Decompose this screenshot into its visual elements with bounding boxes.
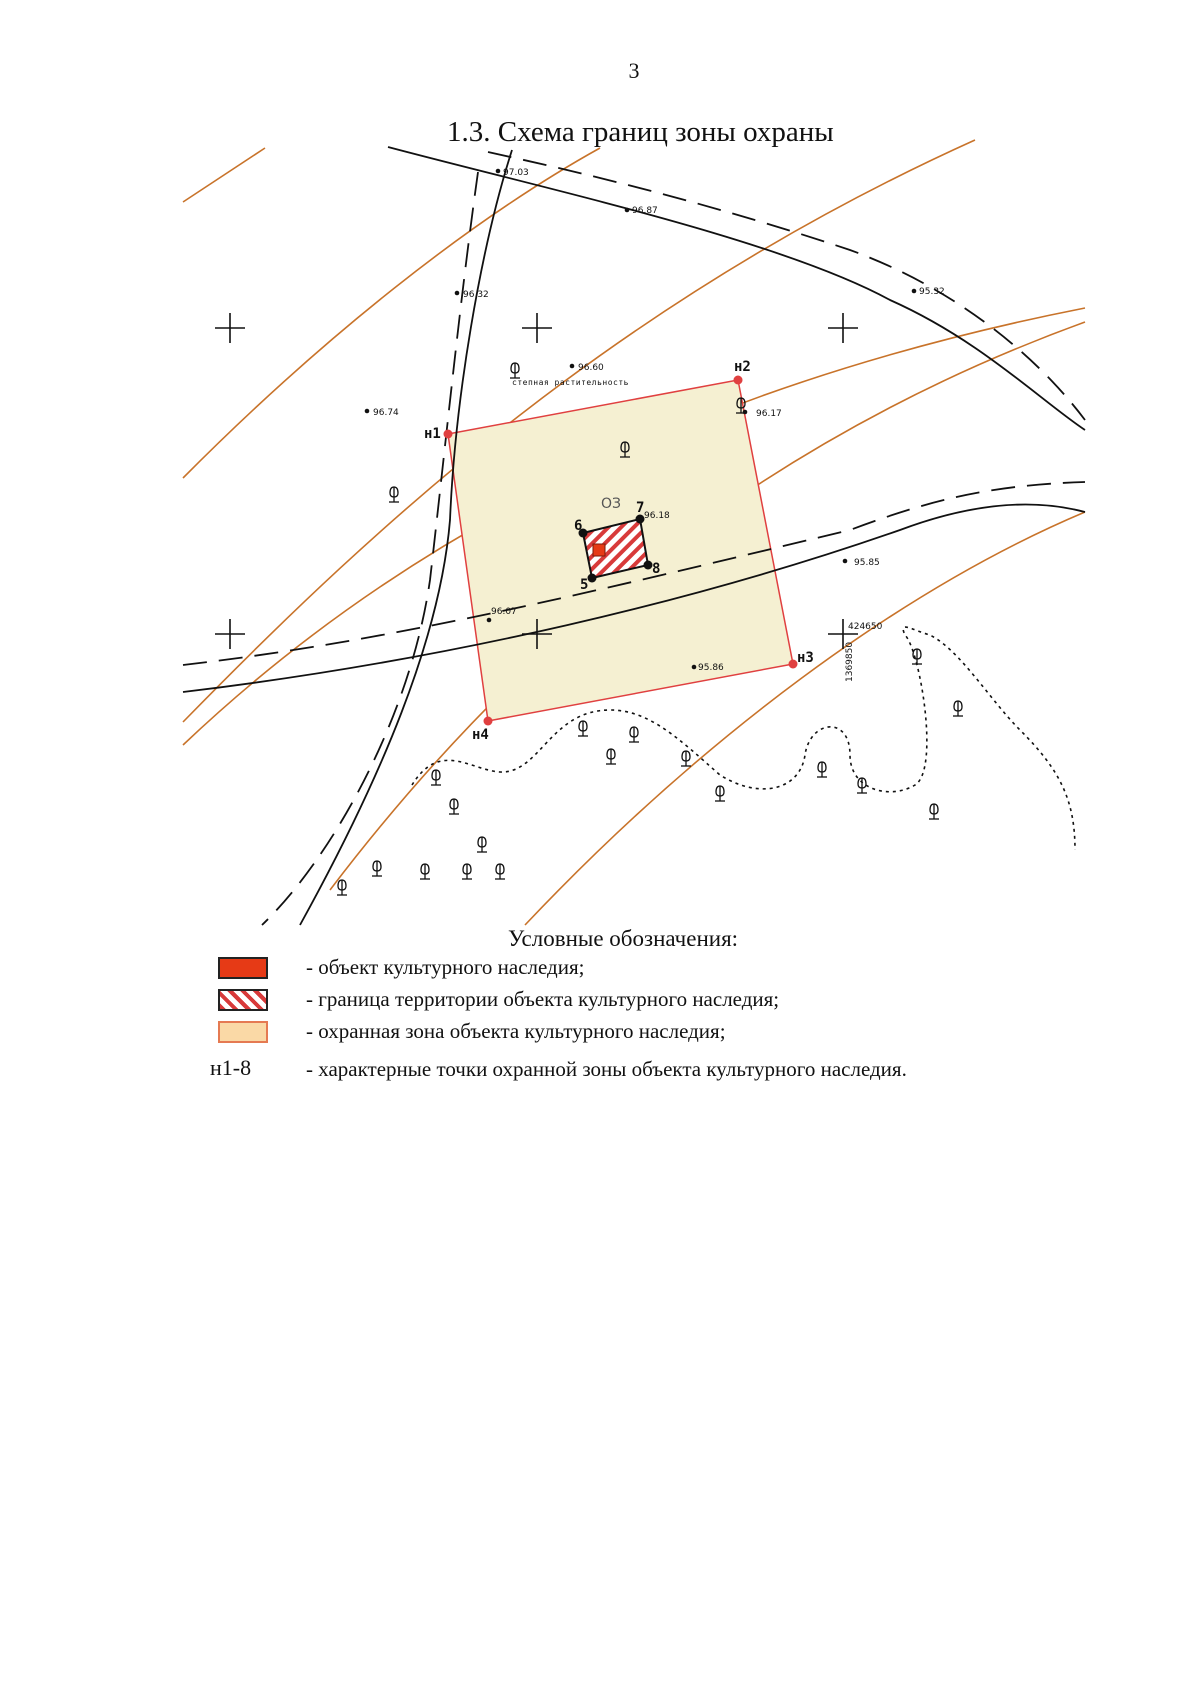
tree-icon (431, 770, 441, 785)
tree-icon (477, 837, 487, 852)
tree-icon (510, 363, 520, 378)
coordinate-label: 1369850 (845, 641, 855, 682)
zone-point-label: н1 (424, 426, 441, 442)
territory-point (588, 574, 597, 583)
tree-icon (606, 749, 616, 764)
tree-icon (681, 751, 691, 766)
territory-point-label: 7 (636, 500, 645, 516)
elevation-dot (365, 409, 370, 414)
page-number: 3 (628, 58, 640, 83)
tree-icon (449, 799, 459, 814)
elevation-dot (487, 618, 492, 623)
legend-swatch-zone (218, 1021, 268, 1043)
territory-point-label: 5 (580, 577, 589, 593)
legend-text: - объект культурного наследия; (306, 955, 585, 979)
elevation-label: 95.85 (854, 558, 880, 568)
legend-text: - граница территории объекта культурного наследия; (306, 987, 780, 1011)
elevation-label: 96.87 (632, 206, 658, 216)
zone-point-label: н2 (734, 359, 751, 375)
tree-icon (389, 487, 399, 502)
zone-point-label: н4 (472, 727, 489, 743)
elevation-label: 96.17 (756, 409, 782, 419)
zone-point (484, 717, 493, 726)
elevation-label: 95.32 (919, 287, 945, 297)
elevation-dot (692, 665, 697, 670)
coordinate-label: 424650 (848, 622, 883, 632)
territory-point-label: 6 (574, 518, 583, 534)
legend-item-territory (210, 987, 1010, 1015)
elevation-label: 96.74 (373, 408, 399, 418)
legend-swatch-object (218, 957, 268, 979)
elevation-label: 95.86 (698, 663, 724, 673)
tree-icon (953, 701, 963, 716)
elevation-dot (843, 559, 848, 564)
grid-cross (828, 313, 858, 343)
tree-icon (715, 786, 725, 801)
elevation-dot (743, 410, 748, 415)
map-title: 1.3. Схема границ зоны охраны (447, 116, 834, 148)
vegetation-label: степная растительность (512, 378, 629, 387)
zone-point (734, 376, 743, 385)
elevation-label: 96.32 (463, 290, 489, 300)
grid-cross (522, 313, 552, 343)
tree-icon (929, 804, 939, 819)
legend-item-object (210, 955, 1010, 983)
elevation-label: 96.60 (578, 363, 604, 373)
elevation-label: 96.07 (491, 607, 517, 617)
tree-icon (337, 880, 347, 895)
legend-text: - охранная зона объекта культурного наследия; (306, 1019, 726, 1043)
contour-line (183, 148, 265, 202)
zone-point (444, 430, 453, 439)
tree-icon (420, 864, 430, 879)
legend-title: Условные обозначения: (508, 926, 739, 951)
elevation-dot (455, 291, 460, 296)
legend-code: н1-8 (210, 1055, 252, 1080)
tree-icon (817, 762, 827, 777)
elevation-label: 96.18 (644, 511, 670, 521)
elevation-dot (625, 208, 630, 213)
zone-label: ОЗ (601, 496, 621, 512)
elevation-dot (912, 289, 917, 294)
elevation-label: 97.03 (503, 168, 529, 178)
tree-icon (495, 864, 505, 879)
legend-item-points (210, 1057, 1010, 1085)
track-dashed (262, 172, 478, 925)
elevation-dot (570, 364, 575, 369)
heritage-object (593, 544, 605, 556)
grid-cross (215, 619, 245, 649)
tree-icon (462, 864, 472, 879)
tree-icon (629, 727, 639, 742)
elevation-dot (496, 169, 501, 174)
grid-cross (215, 313, 245, 343)
tree-icon (857, 778, 867, 793)
legend-item-zone (210, 1019, 1010, 1047)
zone-point-label: н3 (797, 650, 814, 666)
legend-swatch-territory (218, 989, 268, 1011)
tree-icon (578, 721, 588, 736)
tree-icon (372, 861, 382, 876)
territory-point-label: 8 (652, 561, 661, 577)
tree-icon (912, 649, 922, 664)
legend-text: - характерные точки охранной зоны объекта культурного наследия. (306, 1057, 907, 1081)
